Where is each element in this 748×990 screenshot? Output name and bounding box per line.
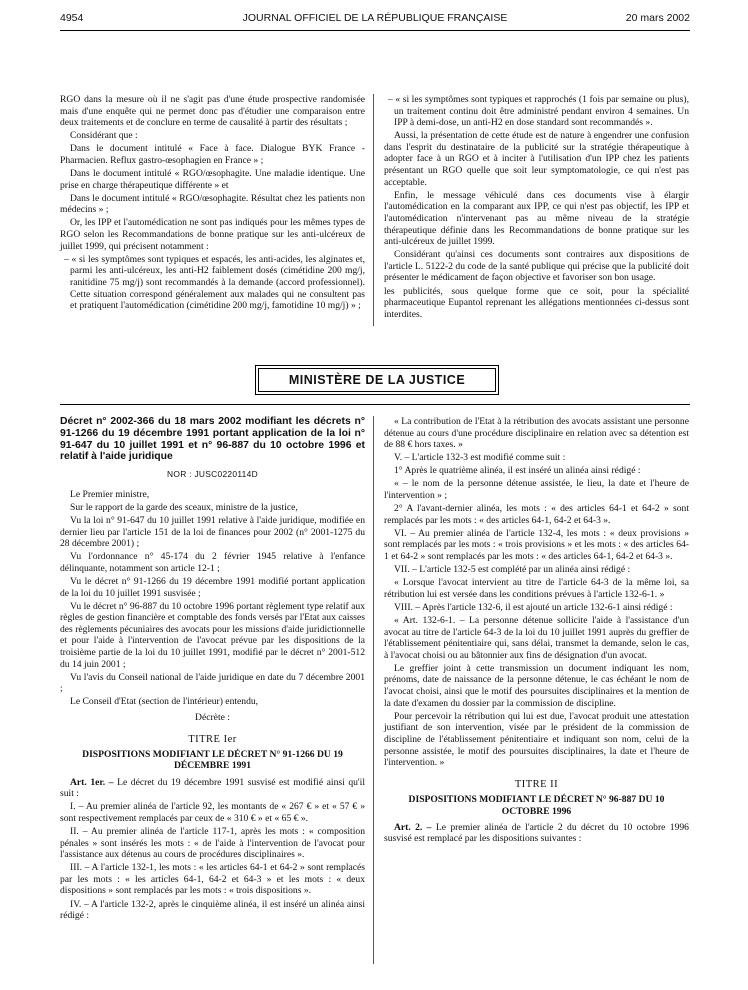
article-paragraph — [384, 822, 689, 845]
paragraph: « – le nom de la personne détenue assistée, le lieu, la date et l'heure de l'intervention » ; — [384, 478, 689, 502]
paragraph: I. – Au premier alinéa de l'article 92, les montants de « 267 € » et « 57 € » sont respectivement remplacés par ceux de « 310 € » et « 65 € ». — [60, 801, 365, 824]
paragraph: III. – A l'article 132-1, les mots : « les articles 64-1 et 64-2 » sont remplacés par les mots : « les articles 64-1, 64-2 et 64-3 » et les mots : « deux dispositions » sont remplacés par les mots : « trois dispositions ». — [60, 862, 365, 897]
header-rule — [60, 30, 690, 31]
titre-heading: TITRE Ier — [188, 733, 237, 745]
paragraph: VIII. – Après l'article 132-6, il est ajouté un article 132-6-1 ainsi rédigé : — [394, 601, 673, 613]
paragraph: 1° Après le quatrième alinéa, il est inséré un alinéa ainsi rédigé : — [394, 465, 641, 477]
top-right-column — [384, 94, 689, 322]
nor-reference: NOR : JUSC0220114D — [167, 469, 258, 480]
quote-paragraph: – « si les symptômes sont typiques et espacés, les anti-acides, les alginates et, parmi les anti-ulcéreux, les anti-H2 faiblement dosés (cimétidine 200 mg/j, ranitidine 75 mg/j) sont recommandés à la demande (accord professionnel). Cette situation correspond généralement aux malades qui ne consultent pas et pratiquent l'automédication (cimétidine 200 mg/j, famotidine 10 mg/j) » ; — [64, 253, 365, 312]
decree-title: Décret n° 2002-366 du 18 mars 2002 modifiant les décrets n° 91-1266 du 19 décembre 1991 portant application de la loi n° 91-647 du 10 juillet 1991 et n° 96-887 du 10 octobre 1996 et relatif à l'aide juridique — [60, 416, 365, 463]
paragraph: Vu le décret n° 91-1266 du 19 décembre 1991 modifié portant application de la loi du 10 juillet 1991 susvisée ; — [60, 575, 365, 599]
journal-title: JOURNAL OFFICIEL DE LA RÉPUBLIQUE FRANÇAISE — [242, 12, 508, 24]
article-text: Le décret du 19 décembre 1991 susvisé est modifié ainsi qu'il suit : — [60, 776, 365, 800]
paragraph: Sur le rapport de la garde des sceaux, ministre de la justice, — [70, 501, 298, 513]
dispositions-heading: DISPOSITIONS MODIFIANT LE DÉCRET N° 96-887 DU 10 OCTOBRE 1996 — [408, 794, 665, 817]
paragraph: Or, les IPP et l'automédication ne sont pas indiqués pour les mêmes types de RGO selon les Recommandations de bonne pratique sur les anti-ulcéreux de juillet 1999, qui précisent notamment : — [60, 217, 365, 252]
ministry-heading: MINISTÈRE DE LA JUSTICE — [258, 368, 496, 392]
paragraph: Vu le décret n° 96-887 du 10 octobre 1996 portant règlement type relatif aux règles de gestion financière et comptable des fonds versés par l'Etat aux caisses des règlements pécuniaires des avocats pour les missions d'aide juridictionnelle et pour l'aide à l'intervention de l'avocat prévue par les dispositions de la troisième partie de la loi du 10 juillet 1991, modifié par le décret n° 2001-512 du 14 juin 2001 ; — [60, 600, 365, 670]
article-text: Le premier alinéa de l'article 2 du décret du 10 octobre 1996 susvisé est remplacé par les dispositions suivantes : — [384, 821, 689, 845]
paragraph: les publicités, sous quelque forme que ce soit, pour la spécialité pharmaceutique Eupantol reprenant les allégations mentionnées ci-dessus sont interdites. — [384, 285, 689, 320]
paragraph: Aussi, la présentation de cette étude est de nature à engendrer une confusion dans l'esprit du destinataire de la publicité sur la stratégie thérapeutique à adopter face à un RGO et à inciter à l'utilisation d'un IPP chez les patients présentant un RGO quelle que soit leur symptomatologie, ce qui n'est pas acceptable. — [384, 130, 689, 188]
bottom-right-column — [384, 416, 689, 846]
section-rule — [60, 404, 690, 405]
paragraph: Le greffier joint à cette transmission un document indiquant les nom, prénoms, date de naissance de la personne détenue, le cas échéant le nom de l'avocat choisi, ainsi que le motif des poursuites disciplinaires et la mention de la date d'examen du dossier par la commission de discipline. — [384, 662, 689, 709]
paragraph: Considérant qu'ainsi ces documents sont contraires aux dispositions de l'article L. 5122-2 du code de la santé publique qui précise que la publicité doit présenter le médicament de façon objective et favoriser son bon usage. — [384, 249, 689, 284]
paragraph: Dans le document intitulé « RGO/œsophagite. Résultat chez les patients non médecins » ; — [60, 192, 365, 216]
paragraph: Pour percevoir la rétribution qui lui est due, l'avocat produit une attestation justifiant de son intervention, visée par le président de la commission de discipline de l'établissement pénitentiaire et indiquant son nom, celui de la personne assistée, le motif des poursuites disciplinaires, la date et l'heure de l'intervention. » — [384, 710, 689, 769]
article-label: Art. 2. – — [394, 821, 432, 833]
quote-paragraph: – « si les symptômes sont typiques et rapprochés (1 fois par semaine ou plus), un traitement continu doit être administré pendant environ 4 semaines. Un IPP à demi-dose, un anti-H2 en dose standard sont recommandés ». — [388, 94, 689, 129]
paragraph: II. – Au premier alinéa de l'article 117-1, après les mots : « composition pénales » sont insérés les mots : « de l'aide à l'intervention de l'avocat pour l'assistance aux détenus au cours de procédures disciplinaires ». — [60, 825, 365, 861]
titre-heading: TITRE II — [514, 778, 559, 790]
paragraph: V. – L'article 132-3 est modifié comme suit : — [394, 452, 566, 464]
paragraph: IV. – A l'article 132-2, après le cinquième alinéa, il est inséré un alinéa ainsi rédigé : — [60, 898, 365, 922]
paragraph: Considérant que : — [70, 130, 138, 142]
paragraph: « Art. 132-6-1. – La personne détenue sollicite l'aide à l'assistance d'un avocat au titre de l'article 64-3 de la loi du 10 juillet 1991 auprès du greffier de l'établissement pénitentiaire qui, sans délai, transmet la demande, selon le cas, à l'avocat choisi ou au bâtonnier aux fins de désignation d'un avocat. — [384, 615, 689, 661]
column-separator — [373, 94, 374, 326]
issue-date: 20 mars 2002 — [625, 12, 690, 24]
page-number: 4954 — [60, 12, 84, 24]
paragraph: Le Premier ministre, — [70, 488, 150, 500]
paragraph: Le Conseil d'Etat (section de l'intérieur) entendu, — [70, 696, 259, 708]
decrete-line: Décrète : — [195, 711, 230, 723]
paragraph: Vu l'ordonnance n° 45-174 du 2 février 1945 relative à l'enfance délinquante, notamment son article 12-1 ; — [60, 551, 365, 574]
paragraph: Enfin, le message véhiculé dans ces documents vise à élargir l'automédication en la comparant aux IPP, ce qui n'est pas objectif, les IPP et l'automédication n'intervenant pas au même niveau de la stratégie thérapeutique définie dans les Recommandations de bonne pratique sur les anti-ulcéreux de juillet 1999. — [384, 189, 689, 248]
article-paragraph — [60, 777, 365, 800]
page-header — [60, 12, 690, 26]
article-label: Art. 1er. – — [70, 776, 114, 788]
paragraph: Dans le document intitulé « Face à face. Dialogue BYK France - Pharmacien. Reflux gastro-œsophagien en France » ; — [60, 143, 365, 166]
paragraph: Dans le document intitulé « RGO/œsophagite. Une maladie identique. Une prise en charge thérapeutique différente » et — [60, 168, 365, 191]
top-left-column — [60, 94, 365, 313]
paragraph: VI. – Au premier alinéa de l'article 132-4, les mots : « deux provisions » sont remplacés par les mots : « trois provisions » et les mots : « des articles 64-1 et 64-2 » sont remplacés par les mots : « des articles 64-1, 64-2 et 64-3 ». — [384, 527, 689, 563]
paragraph: RGO dans la mesure où il ne s'agit pas d'une étude prospective randomisée mais d'une enquête qui ne permet donc pas d'étudier une comparaison entre deux traitements et de conclure en terme de causalité à partir des résultats ; — [60, 94, 365, 129]
paragraph: Vu l'avis du Conseil national de l'aide juridique en date du 7 décembre 2001 ; — [60, 671, 365, 695]
paragraph: « Lorsque l'avocat intervient au titre de l'article 64-3 de la même loi, sa rétribution lui est versée dans les conditions prévues à l'article 132-6-1. » — [384, 577, 689, 600]
column-separator — [373, 416, 374, 964]
paragraph: Vu la loi n° 91-647 du 10 juillet 1991 relative à l'aide juridique, modifiée en dernier lieu par l'article 151 de la loi de finances pour 2002 (n° 2001-1275 du 28 décembre 2001) ; — [60, 514, 365, 550]
bottom-left-column — [60, 416, 365, 923]
paragraph: « La contribution de l'Etat à la rétribution des avocats assistant une personne détenue au cours d'une procédure disciplinaire en relation avec sa détention est de 88 € hors taxes. » — [384, 416, 689, 451]
paragraph: VII. – L'article 132-5 est complété par un alinéa ainsi rédigé : — [394, 564, 631, 576]
paragraph: 2° A l'avant-dernier alinéa, les mots : « des articles 64-1 et 64-2 » sont remplacés par les mots : « des articles 64-1, 64-2 et 64-3 ». — [384, 503, 689, 526]
dispositions-heading: DISPOSITIONS MODIFIANT LE DÉCRET N° 91-1266 DU 19 DÉCEMBRE 1991 — [82, 749, 343, 772]
